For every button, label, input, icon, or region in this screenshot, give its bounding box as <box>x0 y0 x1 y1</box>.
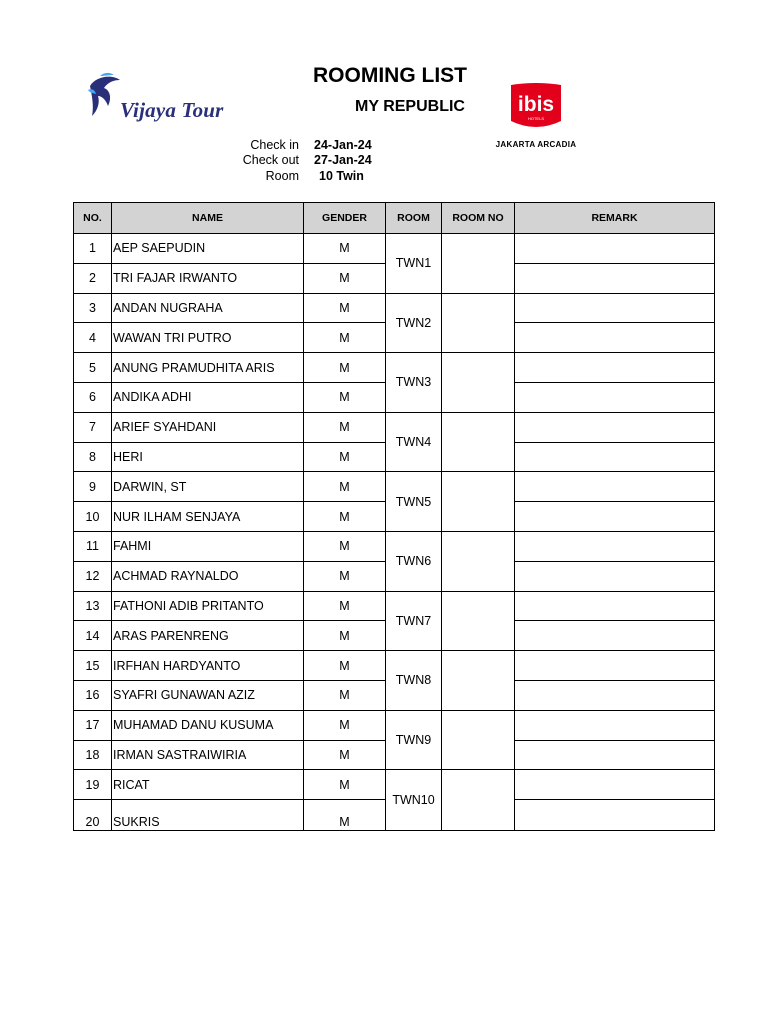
room-number-cell <box>442 710 515 770</box>
guest-gender: M <box>304 770 386 800</box>
room-type: TWN10 <box>386 770 442 831</box>
table-row <box>74 412 715 442</box>
guest-number: 13 <box>74 591 112 621</box>
guest-name: NUR ILHAM SENJAYA <box>112 502 304 532</box>
ibis-logo <box>509 81 563 133</box>
room-number-cell <box>442 531 515 591</box>
guest-number: 17 <box>74 710 112 740</box>
room-type: TWN3 <box>386 353 442 413</box>
remark-cell <box>515 680 715 710</box>
guest-number: 2 <box>74 263 112 293</box>
rooming-table <box>73 202 715 831</box>
remark-cell <box>515 472 715 502</box>
remark-cell <box>515 263 715 293</box>
guest-gender: M <box>304 442 386 472</box>
guest-name: FATHONI ADIB PRITANTO <box>112 591 304 621</box>
room-type: TWN4 <box>386 412 442 472</box>
header-gender: GENDER <box>304 203 386 234</box>
guest-name: ANDAN NUGRAHA <box>112 293 304 323</box>
table-row <box>74 651 715 681</box>
guest-name: AEP SAEPUDIN <box>112 234 304 264</box>
guest-gender: M <box>304 740 386 770</box>
guest-number: 14 <box>74 621 112 651</box>
guest-gender: M <box>304 651 386 681</box>
guest-gender: M <box>304 800 386 831</box>
guest-name: ACHMAD RAYNALDO <box>112 561 304 591</box>
guest-gender: M <box>304 531 386 561</box>
guest-name: SUKRIS <box>112 800 304 831</box>
remark-cell <box>515 234 715 264</box>
table-row <box>74 770 715 800</box>
ibis-logo-subtext: HOTELS <box>527 116 545 121</box>
guest-gender: M <box>304 591 386 621</box>
remark-cell <box>515 323 715 353</box>
guest-number: 16 <box>74 680 112 710</box>
remark-cell <box>515 710 715 740</box>
room-value: 10 Twin <box>319 169 364 183</box>
guest-number: 6 <box>74 382 112 412</box>
header-remark: REMARK <box>515 203 715 234</box>
remark-cell <box>515 531 715 561</box>
page-title: ROOMING LIST <box>313 64 467 87</box>
guest-gender: M <box>304 621 386 651</box>
guest-number: 4 <box>74 323 112 353</box>
guest-gender: M <box>304 502 386 532</box>
room-number-cell <box>442 770 515 831</box>
guest-gender: M <box>304 323 386 353</box>
table-row <box>74 353 715 383</box>
remark-cell <box>515 412 715 442</box>
ibis-logo-text: ibis <box>517 93 555 116</box>
checkin-value: 24-Jan-24 <box>314 138 372 152</box>
table-row <box>74 234 715 264</box>
room-type: TWN7 <box>386 591 442 651</box>
guest-number: 20 <box>74 800 112 831</box>
guest-name: ANDIKA ADHI <box>112 382 304 412</box>
room-type: TWN2 <box>386 293 442 353</box>
room-label: Room <box>265 169 299 183</box>
checkout-value: 27-Jan-24 <box>314 153 372 167</box>
header-name: NAME <box>112 203 304 234</box>
room-number-cell <box>442 472 515 532</box>
header-room-no: ROOM NO <box>442 203 515 234</box>
remark-cell <box>515 770 715 800</box>
guest-name: RICAT <box>112 770 304 800</box>
checkout-label: Check out <box>242 153 299 167</box>
guest-name: ARAS PARENRENG <box>112 621 304 651</box>
guest-gender: M <box>304 353 386 383</box>
remark-cell <box>515 353 715 383</box>
table-row <box>74 591 715 621</box>
remark-cell <box>515 800 715 831</box>
room-number-cell <box>442 353 515 413</box>
guest-number: 5 <box>74 353 112 383</box>
table-header-row <box>74 203 715 234</box>
guest-gender: M <box>304 472 386 502</box>
guest-number: 11 <box>74 531 112 561</box>
guest-number: 19 <box>74 770 112 800</box>
guest-gender: M <box>304 561 386 591</box>
guest-name: DARWIN, ST <box>112 472 304 502</box>
remark-cell <box>515 382 715 412</box>
guest-number: 15 <box>74 651 112 681</box>
company-name: Vijaya Tour <box>120 98 224 122</box>
guest-name: IRMAN SASTRAIWIRIA <box>112 740 304 770</box>
guest-number: 10 <box>74 502 112 532</box>
table-row <box>74 472 715 502</box>
room-number-cell <box>442 234 515 294</box>
guest-name: WAWAN TRI PUTRO <box>112 323 304 353</box>
guest-name: SYAFRI GUNAWAN AZIZ <box>112 680 304 710</box>
room-number-cell <box>442 412 515 472</box>
guest-name: ARIEF SYAHDANI <box>112 412 304 442</box>
hotel-location: JAKARTA ARCADIA <box>495 140 577 149</box>
room-type: TWN6 <box>386 531 442 591</box>
checkin-label: Check in <box>250 138 299 152</box>
guest-gender: M <box>304 263 386 293</box>
remark-cell <box>515 561 715 591</box>
guest-number: 1 <box>74 234 112 264</box>
table-row <box>74 710 715 740</box>
guest-gender: M <box>304 680 386 710</box>
guest-number: 7 <box>74 412 112 442</box>
remark-cell <box>515 442 715 472</box>
remark-cell <box>515 502 715 532</box>
room-number-cell <box>442 651 515 711</box>
room-type: TWN1 <box>386 234 442 294</box>
table-row <box>74 531 715 561</box>
room-number-cell <box>442 293 515 353</box>
page-subtitle: MY REPUBLIC <box>355 98 465 115</box>
guest-number: 9 <box>74 472 112 502</box>
remark-cell <box>515 293 715 323</box>
guest-name: MUHAMAD DANU KUSUMA <box>112 710 304 740</box>
guest-number: 8 <box>74 442 112 472</box>
guest-gender: M <box>304 382 386 412</box>
room-number-cell <box>442 591 515 651</box>
room-type: TWN9 <box>386 710 442 770</box>
room-type: TWN5 <box>386 472 442 532</box>
guest-number: 3 <box>74 293 112 323</box>
guest-gender: M <box>304 710 386 740</box>
guest-name: HERI <box>112 442 304 472</box>
guest-gender: M <box>304 293 386 323</box>
guest-number: 18 <box>74 740 112 770</box>
guest-gender: M <box>304 412 386 442</box>
guest-name: IRFHAN HARDYANTO <box>112 651 304 681</box>
remark-cell <box>515 621 715 651</box>
guest-gender: M <box>304 234 386 264</box>
header-no: NO. <box>74 203 112 234</box>
room-type: TWN8 <box>386 651 442 711</box>
remark-cell <box>515 591 715 621</box>
header-room: ROOM <box>386 203 442 234</box>
guest-name: FAHMI <box>112 531 304 561</box>
guest-number: 12 <box>74 561 112 591</box>
guest-name: ANUNG PRAMUDHITA ARIS <box>112 353 304 383</box>
remark-cell <box>515 740 715 770</box>
remark-cell <box>515 651 715 681</box>
guest-name: TRI FAJAR IRWANTO <box>112 263 304 293</box>
table-row <box>74 293 715 323</box>
